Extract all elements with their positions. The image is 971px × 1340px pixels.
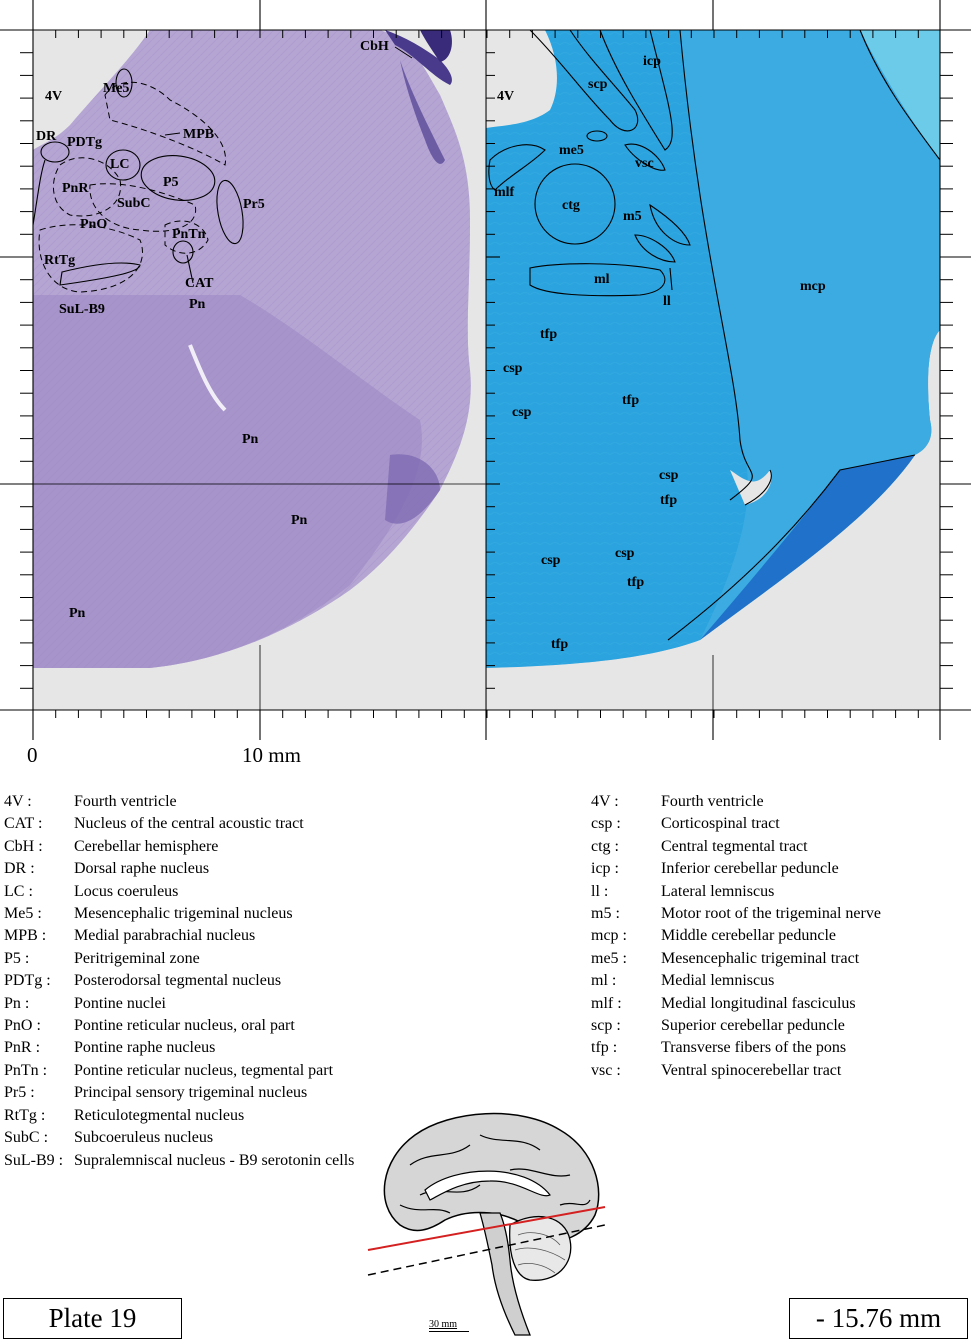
legend-abbr: MPB : [4, 927, 47, 945]
brain-schematic [360, 1105, 610, 1340]
plate-number: Plate 19 [48, 1303, 137, 1333]
legend-abbr: PnO : [4, 1017, 41, 1035]
label-pnr: PnR [62, 181, 89, 196]
legend-row [591, 813, 951, 835]
label-pn-4: Pn [69, 606, 86, 621]
legend-desc: Pontine raphe nucleus [74, 1039, 216, 1057]
plate-number-box [3, 1298, 182, 1339]
legend-row [4, 993, 374, 1015]
legend-desc: Pontine reticular nucleus, oral part [74, 1017, 295, 1035]
legend-abbr: Me5 : [4, 905, 42, 923]
legend-desc: Peritrigeminal zone [74, 949, 200, 967]
label-ctg: ctg [562, 198, 580, 213]
label-tfp-4: tfp [627, 575, 645, 590]
label-ll: ll [663, 294, 671, 309]
label-csp-3: csp [659, 468, 679, 483]
legend-desc: Inferior cerebellar peduncle [661, 860, 839, 878]
legend-abbr: RtTg : [4, 1106, 46, 1124]
legend-desc: Locus coeruleus [74, 882, 179, 900]
label-csp-5: csp [615, 546, 635, 561]
legend-row [4, 791, 374, 813]
legend-right [591, 791, 951, 1082]
legend-abbr: 4V : [591, 793, 619, 810]
legend-desc: Pontine nuclei [74, 994, 166, 1012]
legend-abbr: PnTn : [4, 1061, 48, 1079]
legend-desc: Medial longitudinal fasciculus [661, 994, 856, 1012]
axis-ten-mm-label: 10 mm [242, 743, 301, 767]
legend-abbr: Pr5 : [4, 1084, 35, 1102]
legend-abbr: Pn : [4, 994, 30, 1012]
legend-abbr: LC : [4, 882, 33, 900]
legend-row [4, 1105, 374, 1127]
legend-abbr: SuL-B9 : [4, 1151, 64, 1169]
legend-row [591, 993, 951, 1015]
legend-desc: Fourth ventricle [661, 793, 764, 810]
legend-desc: Fourth ventricle [74, 793, 177, 810]
legend-row [591, 903, 951, 925]
legend-abbr: ctg : [591, 837, 619, 855]
label-tfp-3: tfp [660, 493, 678, 508]
label-4v-right: 4V [497, 89, 515, 104]
legend-abbr: ml : [591, 972, 617, 990]
label-csp-4: csp [541, 553, 561, 568]
label-mlf: mlf [494, 185, 515, 200]
label-mpb: MPB [183, 127, 215, 142]
label-lc: LC [110, 157, 130, 172]
label-dr: DR [36, 129, 57, 144]
label-pntn: PnTn [172, 227, 206, 242]
legend-abbr: mlf : [591, 994, 622, 1012]
legend-abbr: PnR : [4, 1039, 41, 1057]
legend-row [591, 791, 951, 813]
label-subc: SubC [117, 196, 151, 211]
scale-bar-line [429, 1331, 469, 1332]
legend-desc: Mesencephalic trigeminal nucleus [74, 905, 293, 923]
legend-desc: Subcoeruleus nucleus [74, 1129, 214, 1147]
legend-desc: Medial lemniscus [661, 972, 775, 990]
label-me5-left: Me5 [103, 81, 130, 96]
legend-abbr: DR : [4, 860, 35, 878]
legend-desc: Medial parabrachial nucleus [74, 927, 256, 945]
label-scp: scp [588, 77, 608, 92]
label-icp: icp [643, 54, 661, 69]
legend-row [591, 1037, 951, 1059]
legend-abbr: CAT : [4, 815, 43, 833]
legend-abbr: 4V : [4, 793, 32, 810]
legend-row [4, 1060, 374, 1082]
legend-abbr: PDTg : [4, 972, 51, 990]
cerebellum [510, 1217, 571, 1281]
label-pr5: Pr5 [243, 197, 265, 212]
legend-row [4, 1150, 374, 1172]
label-tfp-5: tfp [551, 637, 569, 652]
legend-row [591, 970, 951, 992]
label-m5: m5 [623, 209, 642, 224]
legend-row [4, 948, 374, 970]
legend-row [591, 858, 951, 880]
label-pn-3: Pn [291, 513, 308, 528]
label-ml: ml [594, 272, 610, 287]
legend-row [4, 1127, 374, 1149]
legend-desc: Middle cerebellar peduncle [661, 927, 837, 945]
label-vsc: vsc [635, 156, 654, 171]
legend-abbr: m5 : [591, 905, 620, 923]
label-pdtg: PDTg [67, 135, 102, 150]
label-mcp: mcp [800, 279, 826, 294]
label-pn-2: Pn [242, 432, 259, 447]
label-pno: PnO [80, 217, 108, 232]
legend-abbr: ll : [591, 882, 609, 900]
legend-row [591, 948, 951, 970]
legend-abbr: mcp : [591, 927, 627, 945]
legend-row [4, 970, 374, 992]
scale-bar-label: 30 mm [429, 1319, 458, 1330]
legend-desc: Principal sensory trigeminal nucleus [74, 1084, 308, 1102]
legend-desc: Motor root of the trigeminal nerve [661, 905, 881, 923]
legend-row [591, 836, 951, 858]
legend-row [4, 903, 374, 925]
legend-abbr: CbH : [4, 837, 43, 855]
plate-level-box [789, 1298, 968, 1339]
legend-desc: Reticulotegmental nucleus [74, 1106, 245, 1124]
legend-desc: Lateral lemniscus [661, 882, 775, 900]
legend-desc: Transverse fibers of the pons [661, 1039, 847, 1057]
legend-abbr: me5 : [591, 949, 627, 967]
legend-desc: Dorsal raphe nucleus [74, 860, 210, 878]
label-csp-1: csp [503, 361, 523, 376]
legend-row [4, 925, 374, 947]
label-tfp-1: tfp [540, 327, 558, 342]
label-sul-b9: SuL-B9 [59, 302, 105, 317]
legend-abbr: P5 : [4, 949, 30, 967]
legend-abbr: SubC : [4, 1129, 49, 1147]
label-p5: P5 [163, 175, 179, 190]
legend-row [4, 858, 374, 880]
legend-abbr: vsc : [591, 1061, 621, 1079]
legend-row [4, 836, 374, 858]
legend-desc: Pontine reticular nucleus, tegmental part [74, 1061, 334, 1079]
legend-desc: Nucleus of the central acoustic tract [74, 815, 304, 833]
label-rttg: RtTg [44, 253, 76, 268]
legend-desc: Corticospinal tract [661, 815, 780, 833]
label-me5-right: me5 [559, 143, 584, 158]
legend-desc: Superior cerebellar peduncle [661, 1017, 845, 1035]
legend-desc: Central tegmental tract [661, 837, 808, 855]
label-cbh: CbH [360, 39, 389, 54]
legend-abbr: tfp : [591, 1039, 618, 1057]
legend-left [4, 791, 374, 1172]
legend-row [591, 925, 951, 947]
legend-row [4, 1015, 374, 1037]
axis-zero-label: 0 [27, 743, 38, 767]
legend-row [4, 1037, 374, 1059]
legend-abbr: scp : [591, 1017, 621, 1035]
legend-desc: Supralemniscal nucleus - B9 serotonin cells [74, 1151, 355, 1169]
legend-row [591, 1015, 951, 1037]
legend-desc: Posterodorsal tegmental nucleus [74, 972, 282, 990]
label-4v-left: 4V [45, 89, 63, 104]
label-csp-2: csp [512, 405, 532, 420]
legend-row [4, 1082, 374, 1104]
legend-row [591, 1060, 951, 1082]
label-cat: CAT [185, 276, 214, 291]
legend-desc: Cerebellar hemisphere [74, 837, 219, 855]
legend-row [4, 881, 374, 903]
legend-row [4, 813, 374, 835]
legend-desc: Mesencephalic trigeminal tract [661, 949, 860, 967]
plate-level: - 15.76 mm [815, 1303, 942, 1333]
legend-abbr: csp : [591, 815, 621, 833]
legend-desc: Ventral spinocerebellar tract [661, 1061, 842, 1079]
legend-row [591, 881, 951, 903]
legend-abbr: icp : [591, 860, 619, 878]
label-tfp-2: tfp [622, 393, 640, 408]
label-pn-1: Pn [189, 297, 206, 312]
